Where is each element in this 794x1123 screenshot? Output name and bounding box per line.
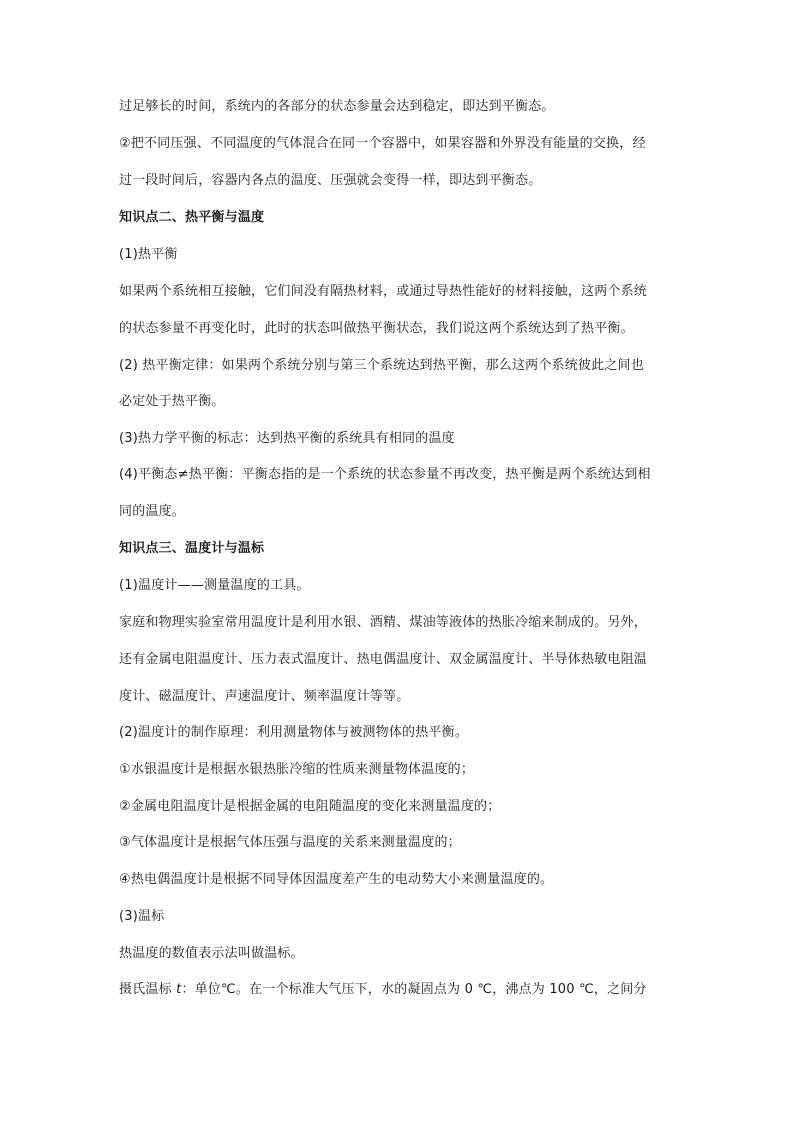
paragraph-line: (3)热力学平衡的标志：达到热平衡的系统具有相同的温度 (119, 431, 455, 446)
temperature-symbol: t (176, 982, 182, 997)
paragraph-line: 同的温度。 (119, 504, 186, 519)
paragraph-line (119, 981, 647, 999)
subheading: (3)温标 (119, 909, 165, 924)
paragraph-line: (2) 热平衡定律：如果两个系统分别与第三个系统达到热平衡，那么这两个系统彼此之间也 (119, 358, 644, 373)
paragraph-line: 度计、磁温度计、声速温度计、频率温度计等等。 (119, 689, 410, 704)
celsius-scale-label: 摄氏温标 (119, 982, 177, 997)
paragraph-line: ②把不同压强、不同温度的气体混合在同一个容器中，如果容器和外界没有能量的交换，经 (119, 136, 646, 151)
paragraph-line: (4)平衡态≠热平衡：平衡态指的是一个系统的状态参量不再改变，热平衡是两个系统达到相 (119, 467, 651, 482)
paragraph-line: 热温度的数值表示法叫做温标。 (119, 946, 304, 961)
list-item: ④热电偶温度计是根据不同导体因温度差产生的电动势大小来测量温度的。 (119, 872, 554, 887)
list-item: ①水银温度计是根据水银热胀冷缩的性质来测量物体温度的； (119, 762, 475, 777)
section-heading: 知识点三、温度计与温标 (119, 541, 265, 556)
list-item: ③气体温度计是根据气体压强与温度的关系来测量温度的； (119, 835, 461, 850)
paragraph-line: 还有金属电阻温度计、压力表式温度计、热电偶温度计、双金属温度计、半导体热敏电阻温 (119, 652, 648, 667)
paragraph-line: 家庭和物理实验室常用温度计是利用水银、酒精、煤油等液体的热胀冷缩来制成的。另外， (119, 615, 648, 630)
subheading: (1)热平衡 (119, 247, 178, 262)
celsius-scale-text: ：单位℃。在一个标准大气压下，水的凝固点为 0 ℃，沸点为 100 ℃，之间分 (181, 982, 647, 997)
paragraph-line: 过足够长的时间，系统内的各部分的状态参量会达到稳定，即达到平衡态。 (119, 99, 555, 114)
paragraph-line: 如果两个系统相互接触，它们间没有隔热材料，或通过导热性能好的材料接触，这两个系统 (119, 284, 648, 299)
paragraph-line: 必定处于热平衡。 (119, 394, 225, 409)
paragraph-line: 过一段时间后，容器内各点的温度、压强就会变得一样，即达到平衡态。 (119, 173, 542, 188)
list-item: ②金属电阻温度计是根据金属的电阻随温度的变化来测量温度的； (119, 799, 501, 814)
section-heading: 知识点二、热平衡与温度 (119, 210, 265, 225)
paragraph-line: (2)温度计的制作原理：利用测量物体与被测物体的热平衡。 (119, 725, 469, 740)
subheading: (1)温度计——测量温度的工具。 (119, 578, 310, 593)
paragraph-line: 的状态参量不再变化时，此时的状态叫做热平衡状态，我们说这两个系统达到了热平衡。 (119, 321, 634, 336)
